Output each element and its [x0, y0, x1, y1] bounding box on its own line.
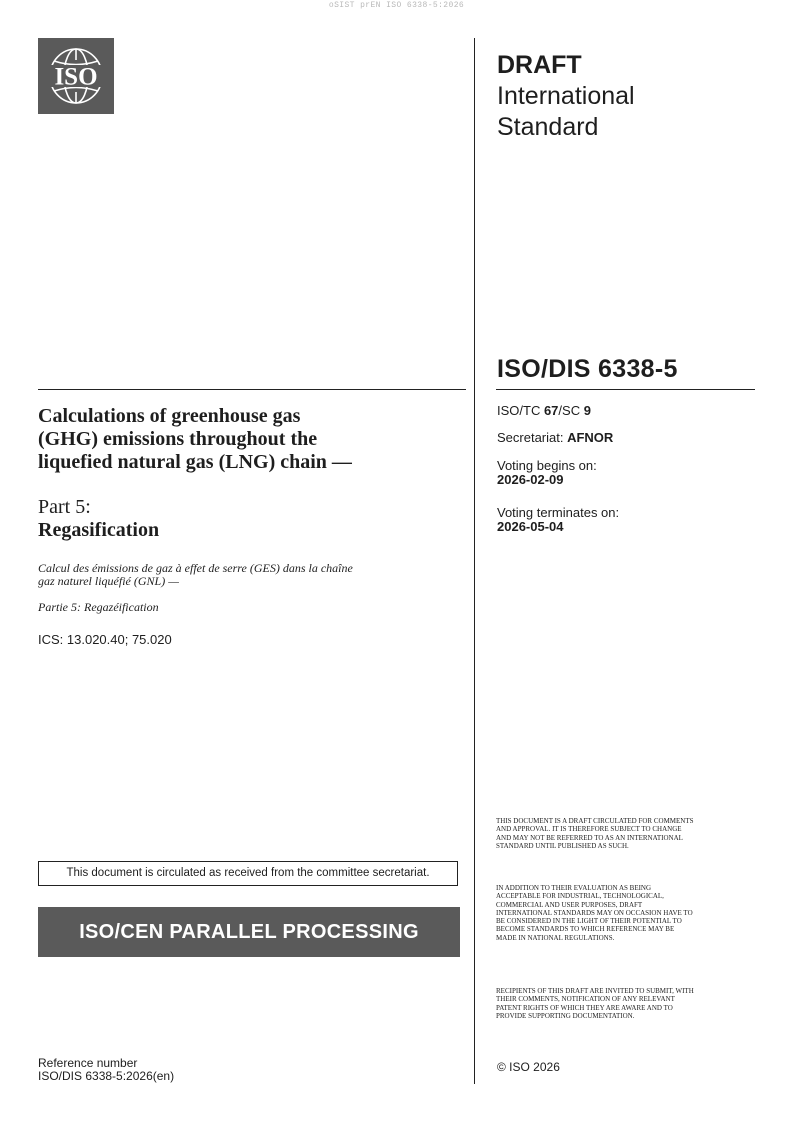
- standard-number: ISO/DIS 6338-5: [497, 355, 678, 383]
- iso-globe-icon: [38, 38, 114, 114]
- status-standard: Standard: [497, 113, 599, 141]
- watermark: oSIST prEN ISO 6338-5:2026: [328, 1, 465, 10]
- voting-begins-label: Voting begins on:: [497, 458, 597, 473]
- divider-left: [38, 389, 466, 390]
- notice-patent: RECIPIENTS OF THIS DRAFT ARE INVITED TO SUBMIT, WITH THEIR COMMENTS, NOTIFICATION OF ANY RELEVANT PATENT RIGHTS OF WHICH THEY ARE AWARE AND TO PROVIDE SUPPORTING DOCUMENTATION.: [496, 987, 694, 1020]
- notice-draft: THIS DOCUMENT IS A DRAFT CIRCULATED FOR COMMENTS AND APPROVAL. IT IS THEREFORE SUBJECT TO CHANGE AND MAY NOT BE REFERRED TO AS AN INTERNATIONAL STANDARD UNTIL PUBLISHED AS SUCH.: [496, 817, 694, 850]
- french-part: Partie 5: Regazéification: [38, 600, 159, 614]
- voting-begins-date: 2026-02-09: [497, 472, 564, 487]
- french-title: Calcul des émissions de gaz à effet de serre (GES) dans la chaîne gaz naturel liquéfié (GNL) —: [38, 561, 353, 588]
- voting-begins: [497, 459, 597, 487]
- status-international: International: [497, 82, 635, 110]
- voting-terminates-label: Voting terminates on:: [497, 505, 620, 520]
- parallel-processing-banner: ISO/CEN PARALLEL PROCESSING: [38, 907, 460, 957]
- notice-evaluation: IN ADDITION TO THEIR EVALUATION AS BEING ACCEPTABLE FOR INDUSTRIAL, TECHNOLOGICAL, COMMERCIAL AND USER PURPOSES, DRAFT INTERNATIONAL STANDARDS MAY ON OCCASION HAVE TO BE CONSIDERED IN THE LIGHT OF THEIR POTENTIAL TO BECOME STANDARDS TO WHICH REFERENCE MAY BE MADE IN NATIONAL REGULATIONS.: [496, 884, 693, 942]
- status-draft: DRAFT: [497, 51, 582, 79]
- secretariat-value: AFNOR: [567, 430, 614, 445]
- voting-terminates: [497, 506, 619, 534]
- logo-text: ISO: [54, 63, 98, 91]
- tc-number: 67: [543, 403, 559, 418]
- document-status: [497, 50, 635, 143]
- iso-logo: [38, 38, 114, 114]
- part-title: Regasification: [38, 519, 160, 541]
- circulated-note: This document is circulated as received from the committee secretariat.: [38, 861, 458, 886]
- document-title: Calculations of greenhouse gas (GHG) emissions throughout the liquefied natural gas (LNG) chain —: [38, 405, 352, 473]
- reference-label: Reference number: [38, 1056, 138, 1070]
- part-label: Part 5:: [38, 496, 91, 518]
- reference-number: [38, 1057, 174, 1083]
- part-heading: [38, 496, 159, 542]
- committee: ISO/TC 67/SC 9: [497, 403, 591, 418]
- secretariat: Secretariat: AFNOR: [497, 430, 614, 445]
- voting-terminates-date: 2026-05-04: [497, 519, 564, 534]
- sc-number: 9: [583, 403, 591, 418]
- reference-value: ISO/DIS 6338-5:2026(en): [38, 1069, 175, 1083]
- copyright: © ISO 2026: [497, 1060, 560, 1074]
- divider-right: [496, 389, 755, 390]
- vertical-divider: [474, 38, 475, 1084]
- ics-codes: ICS: 13.020.40; 75.020: [38, 632, 172, 647]
